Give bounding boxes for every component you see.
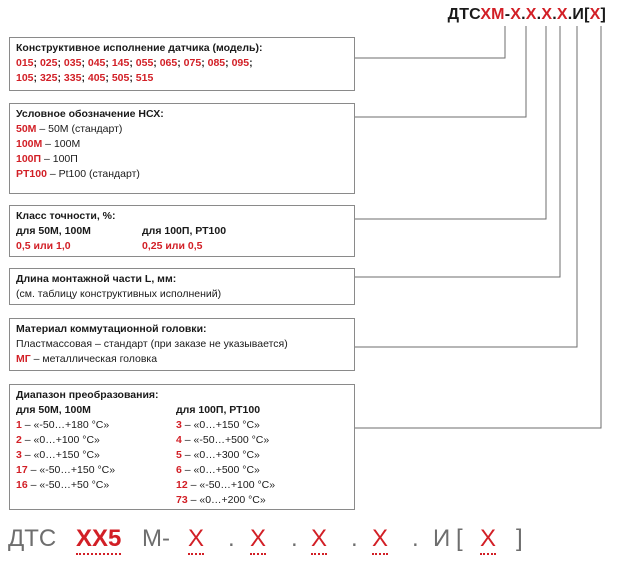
bottom-prefix: ДТС (8, 525, 57, 552)
model-code: 145 (111, 57, 130, 69)
bottom-x-range: Х (480, 525, 496, 555)
code-sep: . (536, 6, 542, 23)
model-code-header (448, 6, 606, 24)
model-code: 505 (111, 72, 130, 84)
bottom-right-bracket: ] (516, 525, 523, 552)
range-code: 5 (176, 449, 182, 461)
bottom-dot: . (412, 525, 419, 552)
bottom-m: М- (142, 525, 170, 552)
model-code: 085 (207, 57, 226, 69)
model-code: 055 (135, 57, 154, 69)
range-code: 16 (16, 479, 28, 491)
code-length: Х (541, 6, 553, 23)
connector-accuracy (354, 26, 546, 219)
accuracy-title: Класс точности, %: (16, 210, 116, 222)
length-note: (см. таблицу конструктивных исполнений) (16, 288, 222, 300)
range-value: – «-50…+500 °С» (181, 434, 270, 446)
code-sep: .И[ (567, 6, 590, 23)
bottom-model: ХХ5 (76, 525, 121, 555)
bottom-dot: . (351, 525, 358, 552)
range-value: – «0…+150 °С» (181, 419, 260, 431)
range-item (176, 433, 275, 448)
nsx-code: 100П (16, 153, 42, 165)
bottom-left-bracket: [ (456, 525, 463, 552)
range-code: 1 (16, 419, 22, 431)
range-item (176, 493, 275, 508)
range-col2-head: для 100П, РТ100 (176, 404, 261, 416)
nsx-item (16, 137, 348, 152)
nsx-desc: – Pt100 (стандарт) (46, 168, 140, 180)
range-value: – «-50…+100 °С» (187, 479, 276, 491)
model-code: 045 (87, 57, 106, 69)
range-code: 6 (176, 464, 182, 476)
range-value: – «-50…+50 °С» (27, 479, 110, 491)
range-value: – «0…+300 °С» (181, 449, 260, 461)
accuracy-col1-value: 0,5 или 1,0 (16, 240, 71, 252)
nsx-desc: – 50М (стандарт) (36, 123, 123, 135)
head-material-title: Материал коммутационной головки: (16, 323, 207, 335)
range-item (16, 448, 176, 463)
range-col1-head: для 50М, 100М (16, 404, 91, 416)
model-code: 025 (39, 57, 58, 69)
code-range: Х (589, 6, 601, 23)
model-title: Конструктивное исполнение датчика (модель): (16, 42, 263, 54)
model-line-2: 105; 325; 335; 405; 505; 515 (16, 72, 154, 84)
bottom-dot: . (228, 525, 235, 552)
range-value: – «-50…+180 °С» (21, 419, 110, 431)
range-code: 73 (176, 494, 188, 506)
nsx-item (16, 152, 348, 167)
code-accuracy: Х (525, 6, 537, 23)
range-code: 3 (16, 449, 22, 461)
range-code: 3 (176, 419, 182, 431)
range-value: – «0…+500 °С» (181, 464, 260, 476)
length-title: Длина монтажной части L, мм: (16, 273, 177, 285)
model-code: 405 (87, 72, 106, 84)
range-item (176, 463, 275, 478)
accuracy-box (9, 205, 355, 257)
code-sep: - (504, 6, 511, 23)
nsx-code: 100М (16, 138, 43, 150)
bottom-i: И (433, 525, 451, 552)
length-box (9, 268, 355, 305)
range-item (16, 478, 176, 493)
model-code: 515 (135, 72, 154, 84)
head-material-box (9, 318, 355, 371)
code-sep: ] (600, 6, 606, 23)
model-box (9, 37, 355, 91)
range-item (176, 418, 275, 433)
model-code: 015 (16, 57, 34, 69)
range-columns (16, 403, 348, 508)
range-col1 (16, 403, 176, 508)
model-code: 035 (63, 57, 82, 69)
range-value: – «-50…+150 °С» (27, 464, 116, 476)
nsx-desc: – 100П (41, 153, 78, 165)
model-code: 065 (159, 57, 178, 69)
code-prefix: ДТС (447, 6, 481, 23)
range-item (16, 418, 176, 433)
bottom-x-accuracy: Х (250, 525, 266, 555)
nsx-code: PT100 (16, 168, 47, 180)
range-value: – «0…+200 °С» (187, 494, 266, 506)
model-code: 095 (231, 57, 250, 69)
nsx-item (16, 122, 348, 137)
nsx-box (9, 103, 355, 194)
range-value: – «0…+150 °С» (21, 449, 100, 461)
nsx-desc: – 100М (42, 138, 81, 150)
bottom-x-nsx: Х (188, 525, 204, 555)
range-code: 12 (176, 479, 188, 491)
accuracy-col2-head: для 100П, РТ100 (142, 225, 227, 237)
range-item (176, 478, 275, 493)
nsx-code: 50М (16, 123, 37, 135)
code-sep: . (552, 6, 557, 23)
head-material-metal (16, 352, 348, 367)
code-nsx: Х (510, 6, 522, 23)
nsx-item (16, 167, 348, 182)
range-title: Диапазон преобразования: (16, 389, 159, 401)
model-code: 075 (183, 57, 202, 69)
connector-range (354, 26, 601, 428)
bottom-dot: . (291, 525, 298, 552)
code-sep: . (521, 6, 526, 23)
range-box (9, 384, 355, 510)
range-item (16, 433, 176, 448)
head-material-standard: Пластмассовая – стандарт (при заказе не указывается) (16, 338, 288, 350)
model-code: 335 (63, 72, 82, 84)
range-item (16, 463, 176, 478)
connector-head (354, 26, 577, 347)
range-item (176, 448, 275, 463)
accuracy-values (16, 239, 348, 254)
connector-nsx (354, 26, 526, 117)
connector-length (354, 26, 560, 277)
code-head: Х (556, 6, 568, 23)
connector-model (354, 26, 505, 58)
accuracy-col1-head: для 50М, 100М (16, 225, 91, 237)
model-code: 105 (16, 72, 34, 84)
range-code: 17 (16, 464, 28, 476)
head-material-desc: – металлическая головка (30, 353, 158, 365)
nsx-title: Условное обозначение НСХ: (16, 108, 164, 120)
bottom-x-head: Х (372, 525, 388, 555)
accuracy-col2-value: 0,25 или 0,5 (142, 240, 203, 252)
range-code: 4 (176, 434, 182, 446)
bottom-x-length: Х (311, 525, 327, 555)
range-value: – «0…+100 °С» (21, 434, 100, 446)
model-code: 325 (39, 72, 58, 84)
range-col2 (176, 403, 275, 508)
accuracy-heads (16, 224, 348, 239)
range-code: 2 (16, 434, 22, 446)
code-model: ХМ (480, 6, 505, 23)
head-material-code: МГ (16, 353, 31, 365)
model-line-1: 015; 025; 035; 045; 145; 055; 065; 075; 085; 095; (16, 57, 253, 69)
